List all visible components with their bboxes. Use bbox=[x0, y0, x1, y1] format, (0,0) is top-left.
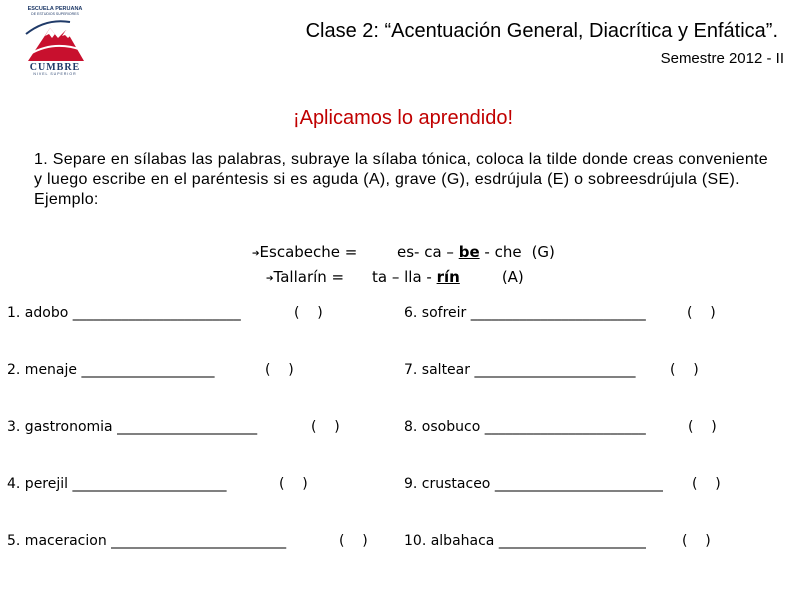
example-type: (A) bbox=[501, 268, 524, 286]
example-type: (G) bbox=[531, 243, 555, 261]
exercise-item-4 bbox=[7, 476, 308, 492]
exercise-item-10 bbox=[404, 533, 711, 549]
item-text: 6. sofreir _________________________ bbox=[404, 305, 646, 321]
item-text: 10. albahaca _____________________ bbox=[404, 533, 646, 549]
logo-name: CUMBRE bbox=[29, 62, 81, 73]
answer-parentheses: ( ) bbox=[279, 476, 308, 492]
example-label: Ejemplo: bbox=[34, 191, 99, 208]
item-text: 9. crustaceo ________________________ bbox=[404, 476, 663, 492]
answer-parentheses: ( ) bbox=[311, 419, 340, 435]
logo-top-text: ESCUELA PERUANA bbox=[27, 6, 83, 12]
exercise-item-2 bbox=[7, 362, 294, 378]
exercise-item-5 bbox=[7, 533, 368, 549]
section-headline: ¡Aplicamos lo aprendido! bbox=[292, 107, 514, 129]
arrow-icon: ➔ bbox=[252, 249, 260, 259]
item-text: 3. gastronomia ____________________ bbox=[7, 419, 258, 435]
exercise-item-1 bbox=[7, 305, 323, 321]
example-syllables-pre: ta – lla - bbox=[372, 268, 437, 286]
example-word: Escabeche = bbox=[259, 243, 358, 261]
example-word: Tallarín = bbox=[273, 268, 345, 286]
slide-subtitle: Semestre 2012 - II bbox=[660, 50, 784, 67]
answer-parentheses: ( ) bbox=[339, 533, 368, 549]
answer-parentheses: ( ) bbox=[682, 533, 711, 549]
example-stressed-syllable: rín bbox=[436, 268, 460, 286]
exercise-item-7 bbox=[404, 362, 699, 378]
example-stressed-syllable: be bbox=[458, 243, 480, 261]
slide-title: Clase 2: “Acentuación General, Diacrítica y Enfática”. bbox=[305, 20, 778, 42]
exercise-item-8 bbox=[404, 419, 717, 435]
answer-parentheses: ( ) bbox=[687, 305, 716, 321]
exercise-item-9 bbox=[404, 476, 721, 492]
exercise-item-6 bbox=[404, 305, 716, 321]
mountain-logo-icon bbox=[16, 4, 94, 76]
school-logo bbox=[16, 4, 94, 76]
answer-parentheses: ( ) bbox=[692, 476, 721, 492]
example-row-1 bbox=[252, 243, 555, 261]
example-row-2 bbox=[266, 268, 524, 286]
item-text: 7. saltear _______________________ bbox=[404, 362, 636, 378]
item-text: 5. maceracion _________________________ bbox=[7, 533, 287, 549]
answer-parentheses: ( ) bbox=[294, 305, 323, 321]
exercise-item-3 bbox=[7, 419, 340, 435]
logo-bottom-text: NIVEL SUPERIOR bbox=[33, 72, 77, 76]
answer-parentheses: ( ) bbox=[265, 362, 294, 378]
item-text: 1. adobo ________________________ bbox=[7, 305, 241, 321]
answer-parentheses: ( ) bbox=[670, 362, 699, 378]
instructions-block bbox=[34, 150, 768, 210]
item-text: 2. menaje ___________________ bbox=[7, 362, 215, 378]
answer-parentheses: ( ) bbox=[688, 419, 717, 435]
arrow-icon: ➔ bbox=[266, 274, 274, 284]
logo-sub-text: DE ESTUDIOS SUPERIORES bbox=[31, 12, 79, 16]
item-text: 8. osobuco _______________________ bbox=[404, 419, 646, 435]
item-text: 4. perejil ______________________ bbox=[7, 476, 227, 492]
example-syllables-pre: es- ca – bbox=[397, 243, 459, 261]
example-syllables-post: - che bbox=[479, 243, 522, 261]
instructions-text: 1. Separe en sílabas las palabras, subraye la sílaba tónica, coloca la tilde donde creas conveniente y luego escribe en el paréntesis si es aguda (A), grave (G), esdrújula (E) o sobreesdrújula (SE). bbox=[34, 151, 768, 188]
